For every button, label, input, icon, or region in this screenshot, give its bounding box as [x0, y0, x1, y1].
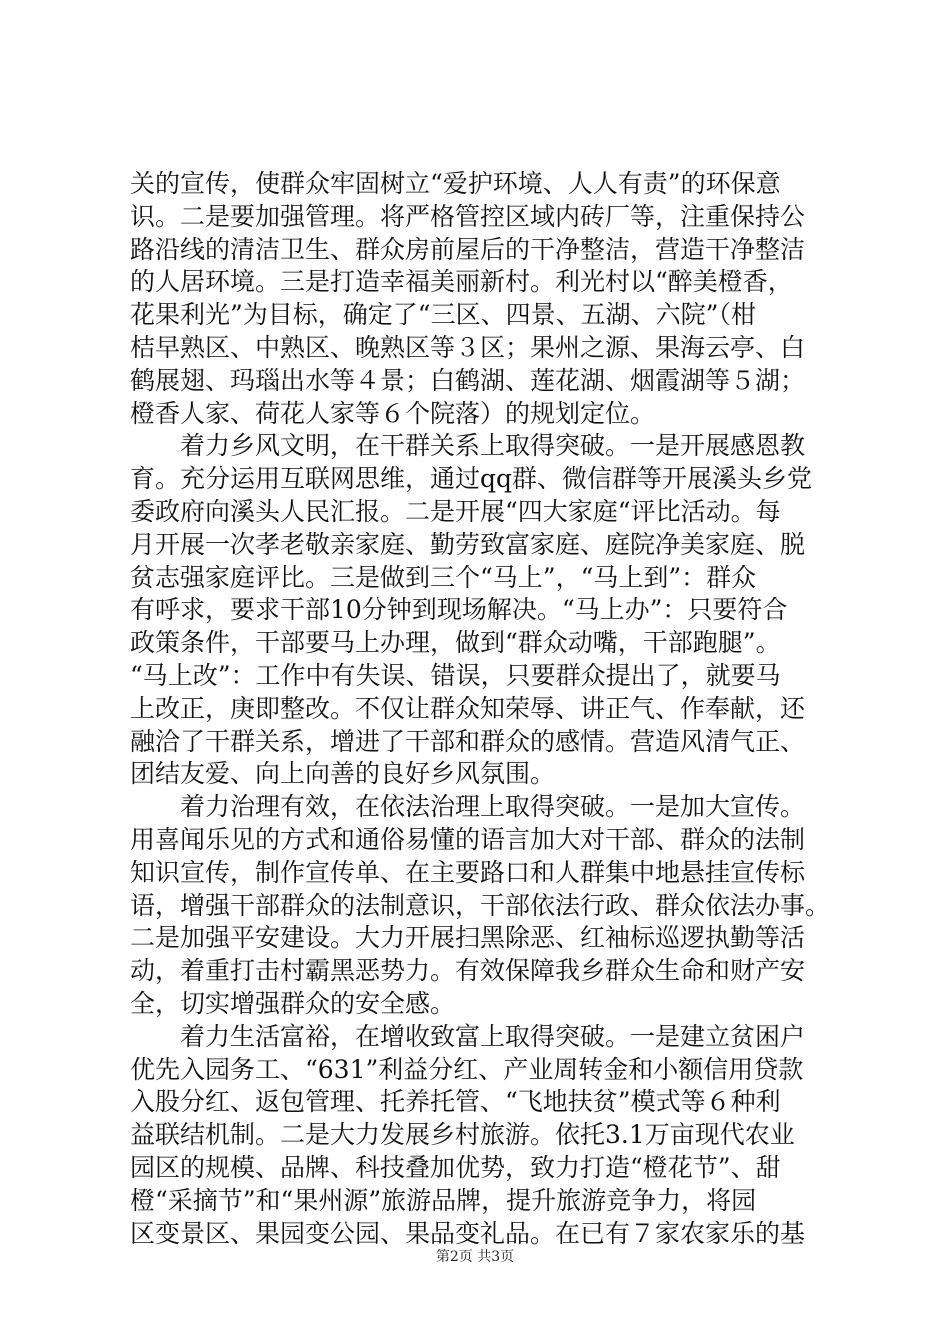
paragraph-governance: 着力治理有效，在依法治理上取得突破。一是加大宣传。 用喜闻乐见的方式和通俗易懂的语言加大对干部、群众的法制 知识宣传，制作宣传单、在主要路口和人群集中地悬挂宣传标 语，增强干部群众的法制意识，干部依法行政、群众依法办事。 二是加强平安建设。大力开展扫黑除恶、红袖标巡逻执勤等活 动，着重打击村霸黑恶势力。有效保障我乡群众生命和财产安 全，切实增强群众的安全感。 — [130, 792, 831, 1018]
page-number-footer: 第2页 共3页 — [435, 1249, 515, 1265]
paragraph-civility: 着力乡风文明，在干群关系上取得突破。一是开展感恩教 育。充分运用互联网思维，通过qq群、微信群等开展溪头乡党 委政府向溪头人民汇报。二是开展“四大家庭“评比活动。每 月开展一次孝老敬亲家庭、勤劳致富家庭、庭院净美家庭、脱 贫志强家庭评比。三是做到三个“马上”，“马上到”：群众 有呼求，要求干部10分钟到现场解决。“马上办”：只要符合 政策条件，干部要马上办理，做到“群众动嘴，干部跑腿”。 “马上改”：工作中有失误、错误，只要群众提出了，就要马 上改正，庚即整改。不仅让群众知荣辱、讲正气、作奉献，还 融洽了干群关系，增进了干部和群众的感情。营造风清气正、 团结友爱、向上向善的良好乡风氛围。 — [130, 431, 813, 789]
document-body — [130, 168, 830, 1250]
paragraph-environment: 关的宣传，使群众牢固树立“爱护环境、人人有责”的环保意 识。二是要加强管理。将严格管控区域内砖厂等，注重保持公 路沿线的清洁卫生、群众房前屋后的干净整洁，营造干净整洁 的人居环境。三是打造幸福美丽新村。利光村以“醉美橙香， 花果利光”为目标，确定了“三区、四景、五湖、六院”（柑 桔早熟区、中熟区、晚熟区等３区；果州之源、果海云亭、白 鹤展翅、玛瑙出水等４景；白鹤湖、莲花湖、烟霞湖等５湖； 橙香人家、荷花人家等６个院落）的规划定位。 — [130, 169, 806, 428]
paragraph-prosperity: 着力生活富裕，在增收致富上取得突破。一是建立贫困户 优先入园务工、“631”利益分红、产业周转金和小额信用贷款 入股分红、返包管理、托养托管、“飞地扶贫”模式等６种利 益联结机制。二是大力发展乡村旅游。依托3.1万亩现代农业 园区的规模、品牌、科技叠加优势，致力打造“橙花节”、甜 橙“采摘节”和“果州源”旅游品牌，提升旅游竞争力，将园 区变景区、果园变公园、果品变礼品。在已有７家农家乐的基 — [130, 1021, 806, 1248]
